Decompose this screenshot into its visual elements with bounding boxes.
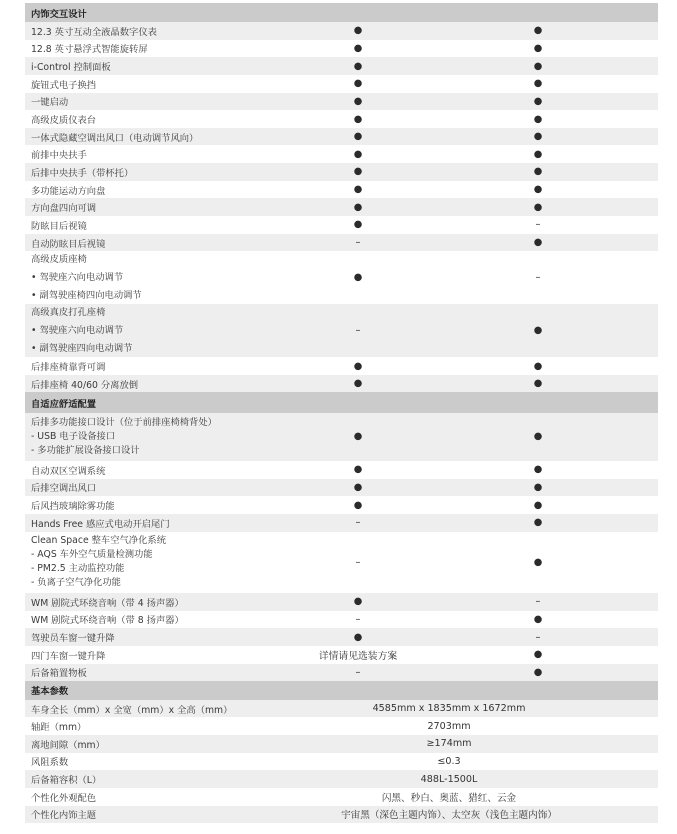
spec-row [25,22,658,40]
param-value: 488L-1500L [420,773,478,785]
trim-2-value: ● [533,184,543,196]
trim-2-value: ● [533,666,543,678]
trim-2-value: ● [533,464,543,476]
trim-2-value: ● [533,78,543,90]
trim-2-value: ● [533,201,543,213]
trim-1-value: ● [353,60,363,72]
param-label: 风阻系数 [31,757,69,769]
spec-label: i-Control 控制面板 [31,62,111,74]
spec-label: 后排空调出风口 [31,483,97,495]
trim-1-value: – [355,613,361,625]
trim-2-value: ● [533,113,543,125]
spec-label: 自动防眩目后视镜 [31,238,106,250]
param-label: 离地间隙（mm） [31,739,105,751]
spec-label: 后风挡玻璃除雾功能 [31,501,115,513]
spec-row [25,479,658,497]
trim-2-value: ● [533,613,543,625]
trim-1-value: ● [353,95,363,107]
trim-2-value: ● [533,378,543,390]
param-value: 4585mm x 1835mm x 1672mm [372,703,526,715]
trim-1-value: ● [353,201,363,213]
trim-1-value: ● [353,378,363,390]
param-value: ≤0.3 [437,755,461,767]
spec-label [25,304,268,357]
spec-label-line: - PM2.5 主动监控功能 [31,563,125,575]
spec-row [25,110,658,128]
spec-label-line: 高级真皮打孔座椅 [31,307,106,319]
spec-label: 多功能运动方向盘 [31,185,106,197]
param-value: 2703mm [427,720,471,732]
trim-2-value: ● [533,649,543,661]
trim-1-value: ● [353,360,363,372]
trim-1-value: ● [353,631,363,643]
spec-label-line: • 副驾驶座四向电动调节 [31,342,133,354]
section-header-basic-params [25,681,658,700]
param-label: 车身全长（mm）x 全宽（mm）x 全高（mm） [31,704,233,716]
spec-label-line: • 驾驶座六向电动调节 [31,324,124,336]
spec-row [25,251,658,304]
spec-label-line: Clean Space 整车空气净化系统 [31,535,167,547]
trim-2-value: ● [533,360,543,372]
spec-row [25,646,658,664]
spec-label-line: - AQS 车外空气质量检测功能 [31,549,153,561]
trim-1-value: ● [353,42,363,54]
spec-row [25,40,658,58]
trim-2-value: ● [533,166,543,178]
trim-1-value: ● [353,499,363,511]
spec-label [25,416,268,458]
trim-1-value: – [355,666,361,678]
param-row [25,753,658,771]
trim-1-value: ● [353,166,363,178]
spec-row [25,413,658,461]
param-label: 轴距（mm） [31,722,87,734]
trim-2-value: ● [533,325,543,337]
spec-label: 一体式隐藏空调出风口（电动调节风向） [31,132,199,144]
spec-row [25,611,658,629]
spec-row [25,128,658,146]
spec-label: 后排座椅靠背可调 [31,362,106,374]
spec-row [25,532,658,593]
trim-1-value: ● [353,431,363,443]
spec-label-line: - USB 电子设备接口 [31,430,116,442]
spec-row [25,163,658,181]
trim-2-value: ● [533,237,543,248]
section-header-interior [25,3,658,22]
spec-label [25,534,268,590]
param-row [25,735,658,753]
trim-1-value: ● [353,113,363,125]
spec-label-line: - 负离子空气净化功能 [31,577,121,589]
param-label: 后备箱容积（L） [31,775,102,787]
trim-1-value: ● [353,481,363,493]
spec-label: 驾驶员车窗一键升降 [31,633,115,645]
param-row [25,770,658,788]
spec-row [25,496,658,514]
spec-row [25,145,658,163]
trim-2-value: ● [533,148,543,160]
spec-label: 前排中央扶手 [31,150,87,162]
spec-row [25,514,658,532]
spec-row [25,304,658,357]
spec-row [25,216,658,234]
trim-2-value: ● [533,42,543,54]
section-title: 自适应舒适配置 [31,398,97,410]
spec-label-line: 高级皮质座椅 [31,254,87,266]
trim-1-value: ● [353,219,363,231]
trim-1-value: ● [353,596,363,608]
section-header-comfort [25,392,658,413]
spec-row [25,75,658,93]
spec-label-line: • 驾驶座六向电动调节 [31,271,124,283]
spec-row [25,375,658,393]
spec-row [25,664,658,682]
spec-row [25,593,658,611]
spec-label: 旋钮式电子换挡 [31,79,97,91]
spec-label: 12.8 英寸悬浮式智能旋转屏 [31,44,148,56]
param-label: 个性化内饰主题 [31,810,97,822]
trim-1-value: – [355,325,361,337]
section-title: 内饰交互设计 [31,8,87,20]
spec-label: 后备箱置物板 [31,668,87,680]
param-row [25,788,658,806]
param-value: ≥174mm [426,738,472,750]
trim-2-value: – [535,596,541,608]
spec-label-line: • 副驾驶座椅四向电动调节 [31,289,142,301]
trim-2-value: ● [533,60,543,72]
param-row [25,717,658,735]
spec-label: Hands Free 感应式电动开启尾门 [31,518,170,530]
spec-row [25,234,658,252]
spec-row [25,628,658,646]
trim-2-value: ● [533,25,543,37]
param-value: 闪黑、秒白、奥蓝、猎红、云金 [381,792,517,804]
param-value: 宇宙黑（深色主题内饰）、太空灰（浅色主题内饰） [341,810,557,822]
trim-1-value: ● [353,148,363,160]
spec-row [25,461,658,479]
trim-2-value: ● [533,499,543,511]
spec-label-line: 后排多功能接口设计（位于前排座椅椅背处） [31,416,217,428]
trim-2-value: – [535,219,541,231]
trim-1-value: – [355,237,361,248]
spec-label: 高级皮质仪表台 [31,115,97,127]
param-label: 个性化外观配色 [31,792,97,804]
trim-1-value: ● [353,25,363,37]
trim-2-value: – [535,631,541,643]
trim-2-value: ● [533,95,543,107]
spec-row [25,93,658,111]
spec-label: 自动双区空调系统 [31,465,106,477]
spec-label: 防眩目后视镜 [31,220,87,232]
spec-label: WM 剧院式环绕音响（带 8 扬声器） [31,615,184,627]
trim-1-value: ● [353,78,363,90]
spec-label: 后排中央扶手（带杯托） [31,167,134,179]
spec-label: 12.3 英寸互动全液晶数字仪表 [31,26,157,38]
spec-label: 四门车窗一键升降 [31,650,106,662]
spec-table [25,3,658,823]
spec-row [25,57,658,75]
trim-1-value: – [355,517,361,529]
trim-2-value: ● [533,556,543,568]
spec-row [25,357,658,375]
trim-1-value: ● [353,272,363,284]
spec-label: 后排座椅 40/60 分离放倒 [31,379,139,391]
spec-label: WM 剧院式环绕音响（带 4 扬声器） [31,597,184,609]
param-row [25,700,658,718]
trim-1-value: 详情请见选装方案 [318,650,398,662]
spec-row [25,181,658,199]
spec-label-line: - 多功能扩展设备接口设计 [31,444,140,456]
section-title: 基本参数 [31,686,69,698]
spec-label: 一键启动 [31,97,69,109]
trim-1-value: – [355,556,361,568]
trim-1-value: ● [353,464,363,476]
trim-2-value: – [535,272,541,284]
spec-label [25,251,268,304]
trim-1-value: ● [353,131,363,143]
spec-label: 方向盘四向可调 [31,203,97,215]
trim-2-value: ● [533,131,543,143]
trim-1-value: ● [353,184,363,196]
spec-row [25,198,658,216]
param-row [25,806,658,824]
trim-2-value: ● [533,431,543,443]
trim-2-value: ● [533,481,543,493]
trim-2-value: ● [533,517,543,529]
